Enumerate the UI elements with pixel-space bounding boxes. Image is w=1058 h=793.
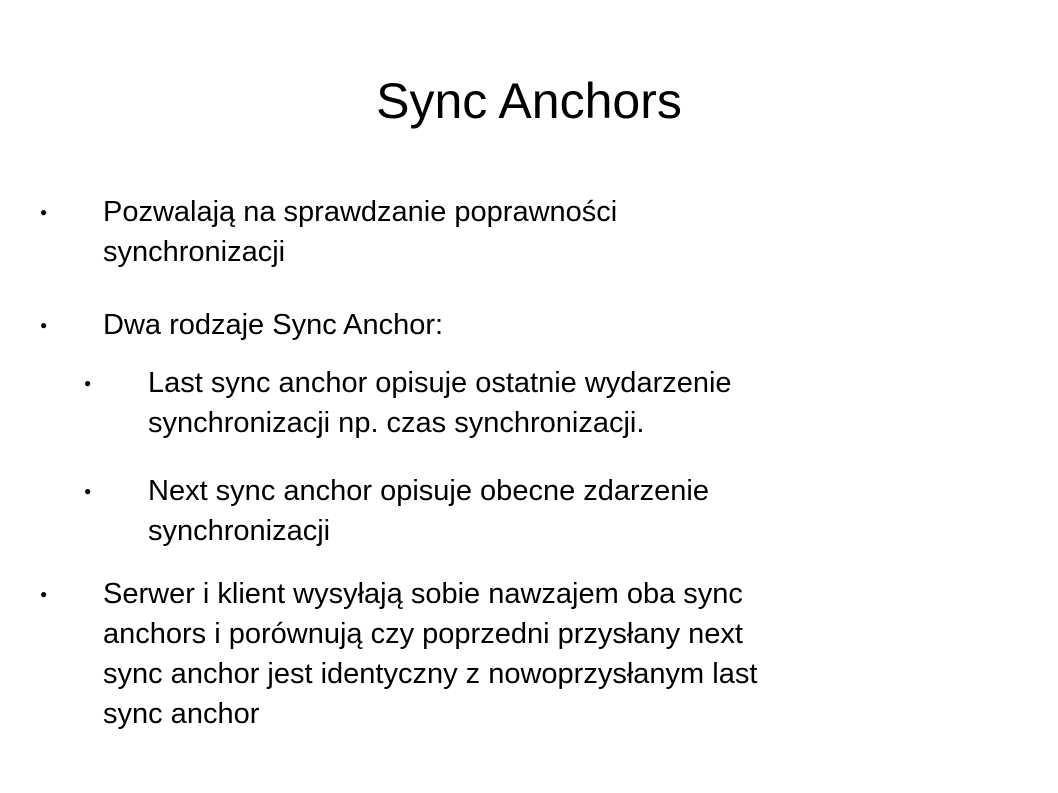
bullet-line: sync anchor jest identyczny z nowoprzysłanym last — [103, 658, 758, 690]
bullet-line: Serwer i klient wysyłają sobie nawzajem oba sync — [103, 578, 743, 610]
bullet-dot-icon: ● — [40, 587, 48, 601]
bullet-dot-icon: ● — [84, 484, 92, 498]
sub-bullet-item — [84, 363, 732, 443]
bullet-item — [40, 192, 617, 272]
slide-title: Sync Anchors — [376, 73, 682, 129]
bullet-line: anchors i porównują czy poprzedni przysłany next — [103, 618, 743, 650]
bullet-line: sync anchor — [103, 698, 260, 730]
bullet-text — [103, 305, 443, 345]
bullet-text — [103, 574, 757, 734]
bullet-line: synchronizacji — [103, 236, 286, 268]
bullet-line: Dwa rodzaje Sync Anchor: — [103, 309, 444, 341]
bullet-text — [148, 471, 709, 551]
sub-bullet-item — [84, 471, 709, 551]
bullet-line: synchronizacji np. czas synchronizacji. — [148, 407, 645, 439]
bullet-line: Pozwalają na sprawdzanie poprawności — [103, 196, 618, 228]
bullet-line: Last sync anchor opisuje ostatnie wydarzenie — [148, 367, 732, 399]
bullet-line: synchronizacji — [148, 515, 331, 547]
bullet-dot-icon: ● — [40, 318, 48, 332]
bullet-text — [103, 192, 617, 272]
bullet-line: Next sync anchor opisuje obecne zdarzenie — [148, 475, 709, 507]
bullet-item — [40, 574, 757, 734]
bullet-dot-icon: ● — [40, 205, 48, 219]
bullet-item — [40, 305, 443, 345]
bullet-dot-icon: ● — [84, 376, 92, 390]
bullet-text — [148, 363, 732, 443]
